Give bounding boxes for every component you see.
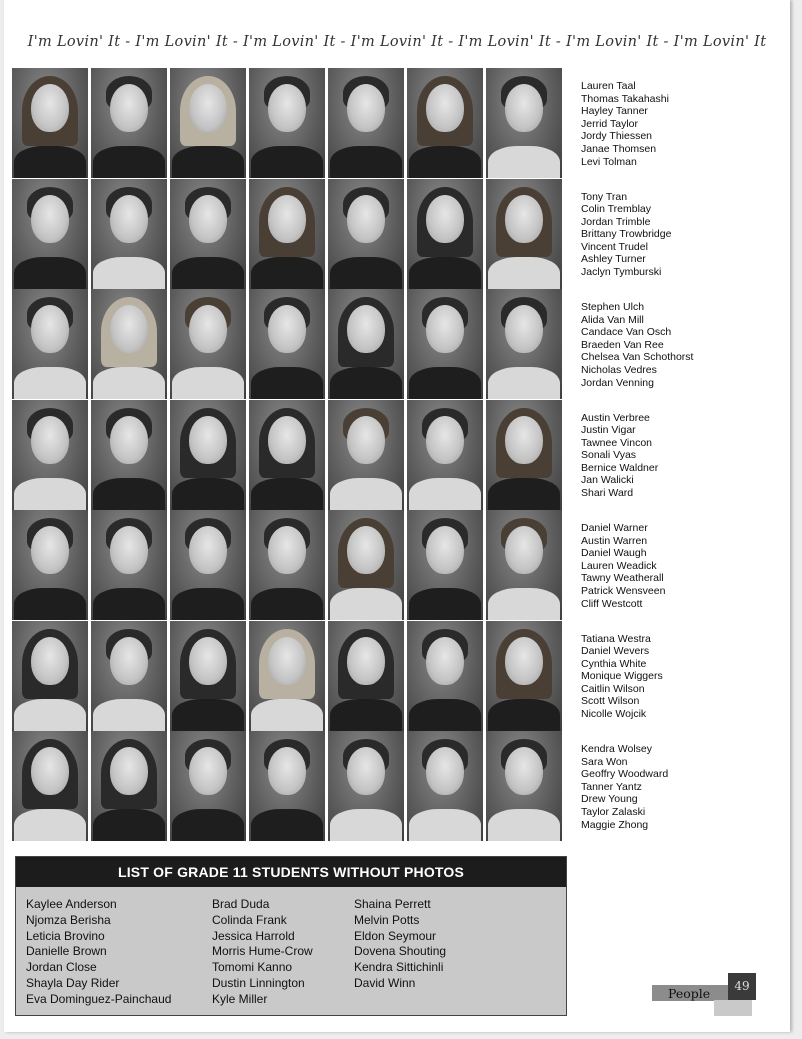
student-name: Lauren Taal [581, 80, 636, 92]
name-list [581, 522, 665, 610]
student-name: Geoffry Woodward [581, 768, 669, 781]
student-name: Tawny Weatherall [581, 572, 664, 585]
student-photo [170, 68, 246, 178]
student-name: Austin Verbree [581, 411, 650, 424]
no-photos-column-2 [212, 897, 313, 1008]
student-name-no-photo: Kaylee Anderson [26, 897, 117, 911]
section-label: People [668, 986, 711, 1001]
student-name: Colin Tremblay [581, 203, 652, 216]
student-name-no-photo: Shayla Day Rider [26, 975, 120, 990]
student-photo [249, 289, 325, 399]
student-photo [328, 510, 404, 620]
student-name: Kendra Wolsey [581, 743, 653, 755]
student-name: Chelsea Van Schothorst [581, 351, 694, 364]
student-photo [328, 179, 404, 289]
student-name-no-photo: David Winn [354, 975, 416, 990]
student-name: Levi Tolman [581, 155, 637, 168]
student-name: Justin Vigar [581, 424, 636, 437]
student-name: Hayley Tanner [581, 105, 648, 118]
student-name: Vincent Trudel [581, 240, 648, 253]
student-name: Daniel Wevers [581, 645, 650, 658]
student-photo [407, 68, 483, 178]
student-name: Taylor Zalaski [581, 805, 646, 818]
student-name: Tony Tran [581, 190, 628, 203]
no-photos-column-1 [26, 897, 171, 1008]
student-name: Scott Wilson [581, 695, 640, 708]
student-photo [12, 400, 88, 510]
student-name: Ashley Turner [581, 253, 646, 266]
student-photo [328, 731, 404, 841]
student-name: Janae Thomsen [581, 142, 657, 155]
student-photo [407, 731, 483, 841]
name-list [581, 743, 668, 831]
student-name: Nicolle Wojcik [581, 708, 647, 721]
student-name: Jordan Trimble [581, 215, 651, 228]
student-photo [486, 179, 562, 289]
student-photo [249, 400, 325, 510]
student-photo [91, 621, 167, 731]
student-photo [91, 510, 167, 620]
student-name-no-photo: Dustin Linnington [212, 975, 305, 990]
student-name: Monique Wiggers [581, 670, 663, 683]
student-photo [91, 289, 167, 399]
student-photo [12, 731, 88, 841]
student-photo [486, 68, 562, 178]
student-photo [12, 289, 88, 399]
student-name-no-photo: Morris Hume-Crow [212, 944, 313, 959]
student-photo [12, 68, 88, 178]
student-photo [91, 179, 167, 289]
student-photo [328, 400, 404, 510]
student-name-no-photo: Brad Duda [212, 897, 270, 911]
student-photo [170, 510, 246, 620]
student-name-no-photo: Shaina Perrett [354, 897, 431, 911]
student-name: Braeden Van Ree [581, 338, 664, 351]
student-name-no-photo: Jessica Harrold [212, 928, 295, 943]
no-photos-title: LIST OF GRADE 11 STUDENTS WITHOUT PHOTOS [16, 857, 566, 887]
student-photo [407, 510, 483, 620]
student-name: Drew Young [581, 793, 638, 806]
no-photos-box [15, 856, 567, 1016]
student-photo [328, 68, 404, 178]
student-name: Jaclyn Tymburski [581, 266, 662, 279]
student-photo [91, 731, 167, 841]
student-photo [91, 400, 167, 510]
student-name: Jan Walicki [581, 474, 634, 487]
student-name-no-photo: Eva Dominguez-Painchaud [26, 991, 172, 1006]
page-number: 49 [734, 979, 750, 993]
student-photo [486, 731, 562, 841]
student-photo [12, 510, 88, 620]
student-name-no-photo: Tomomi Kanno [212, 960, 293, 975]
student-photo [12, 621, 88, 731]
student-name-no-photo: Danielle Brown [26, 944, 107, 959]
student-name: Jordy Thiessen [581, 130, 653, 143]
student-photo [328, 289, 404, 399]
student-name: Tawnee Vincon [581, 436, 653, 449]
student-name-no-photo: Jordan Close [26, 960, 97, 975]
student-name: Daniel Warner [581, 522, 648, 534]
no-photos-column-3 [354, 897, 446, 992]
student-name-no-photo: Kyle Miller [212, 991, 268, 1006]
student-photo [486, 289, 562, 399]
student-name: Jordan Venning [581, 376, 654, 389]
student-photo [407, 289, 483, 399]
student-photo [407, 400, 483, 510]
student-name: Candace Van Osch [581, 326, 672, 339]
student-name: Thomas Takahashi [581, 92, 669, 105]
student-photo [249, 510, 325, 620]
student-name-no-photo: Dovena Shouting [354, 944, 447, 959]
student-photo [170, 400, 246, 510]
student-name: Caitlin Wilson [581, 682, 645, 695]
student-name: Sonali Vyas [581, 449, 637, 462]
student-photo [486, 621, 562, 731]
student-photo [407, 621, 483, 731]
student-name: Shari Ward [581, 487, 634, 500]
student-name: Sara Won [581, 755, 628, 768]
student-name: Austin Warren [581, 534, 648, 547]
student-name-no-photo: Melvin Potts [354, 912, 420, 927]
student-name: Maggie Zhong [581, 818, 649, 831]
name-list [581, 191, 671, 279]
student-photo [249, 68, 325, 178]
student-name: Brittany Trowbridge [581, 228, 672, 241]
student-photo [170, 289, 246, 399]
student-name: Stephen Ulch [581, 301, 645, 313]
student-photo [328, 621, 404, 731]
student-photo [486, 400, 562, 510]
student-name: Lauren Weadick [581, 559, 657, 572]
student-photo [249, 621, 325, 731]
student-photo [407, 179, 483, 289]
name-list [581, 633, 663, 721]
student-name-no-photo: Colinda Frank [212, 912, 287, 927]
student-photo [170, 731, 246, 841]
student-photo [486, 510, 562, 620]
student-name: Cliff Westcott [581, 597, 643, 610]
footer-strip [714, 1000, 752, 1016]
student-name: Daniel Waugh [581, 547, 647, 560]
student-photo [249, 731, 325, 841]
student-name-no-photo: Njomza Berisha [26, 912, 111, 927]
name-list [581, 412, 658, 500]
student-name: Alida Van Mill [581, 313, 644, 326]
yearbook-page [4, 0, 790, 1032]
name-list [581, 301, 693, 389]
student-photo [170, 179, 246, 289]
name-list [581, 80, 669, 168]
student-name: Tatiana Westra [581, 632, 651, 645]
student-name: Patrick Wensveen [581, 584, 666, 597]
student-photo [249, 179, 325, 289]
student-name: Jerrid Taylor [581, 117, 638, 130]
student-name: Tanner Yantz [581, 780, 642, 793]
page-header: I'm Lovin' It - I'm Lovin' It - I'm Lovin' It - I'm Lovin' It - I'm Lovin' It - I'm Lovin' It - I'm Lovin' It [27, 34, 767, 50]
student-photo [170, 621, 246, 731]
student-photo [12, 179, 88, 289]
student-photo [91, 68, 167, 178]
student-name: Nicholas Vedres [581, 363, 657, 376]
student-name-no-photo: Kendra Sittichinli [354, 960, 444, 975]
student-name-no-photo: Leticia Brovino [26, 928, 105, 943]
student-name: Cynthia White [581, 657, 647, 670]
student-name: Bernice Waldner [581, 461, 659, 474]
student-name-no-photo: Eldon Seymour [354, 928, 437, 943]
